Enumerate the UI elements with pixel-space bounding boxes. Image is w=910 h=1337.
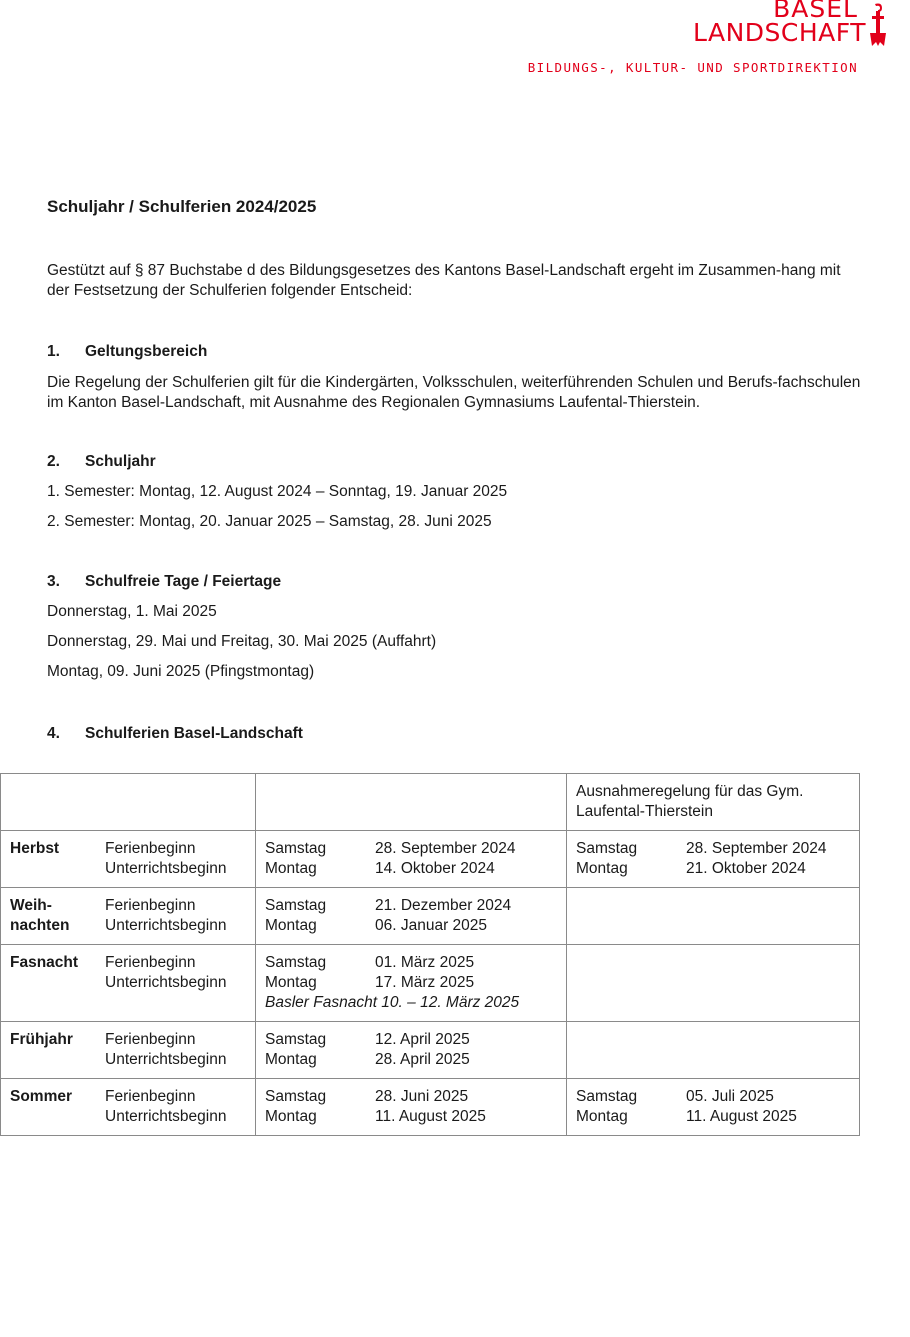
section-title: Schulferien Basel-Landschaft [85, 725, 303, 742]
season-name: Fasnacht [10, 954, 79, 971]
exception-start-date: 28. September 2024 [686, 840, 827, 857]
start-day: Samstag [265, 1031, 327, 1048]
header-cell-empty [256, 774, 567, 831]
holiday-line-1: Donnerstag, 1. Mai 2025 [47, 603, 217, 620]
season-name: Sommer [10, 1088, 73, 1105]
section-number: 4. [47, 725, 60, 742]
start-date: 01. März 2025 [375, 954, 475, 971]
end-date: 28. April 2025 [375, 1051, 470, 1068]
start-day: Samstag [265, 1088, 327, 1105]
start-date: 28. Juni 2025 [375, 1088, 469, 1105]
logo-text-landschaft: LANDSCHAFT [693, 18, 866, 47]
page-title: Schuljahr / Schulferien 2024/2025 [47, 197, 317, 216]
exception-cell [567, 1079, 860, 1136]
holiday-line-2: Donnerstag, 29. Mai und Freitag, 30. Mai 2025 (Auffahrt) [47, 633, 437, 650]
intro-paragraph: Gestützt auf § 87 Buchstabe d des Bildungsgesetzes des Kantons Basel-Landschaft ergeht im Zusammen-hang mit der Festsetzung der Schulferien folgender Entscheid: [47, 262, 841, 299]
dates-cell [256, 945, 567, 1022]
exception-cell [567, 831, 860, 888]
season-name: Frühjahr [10, 1031, 73, 1048]
end-day: Montag [265, 917, 317, 934]
label-ferienbeginn: Ferienbeginn [105, 1031, 196, 1048]
section-heading-schuljahr [47, 453, 156, 471]
dates-cell [256, 888, 567, 945]
exception-cell-empty [567, 1022, 860, 1079]
exception-end-day: Montag [576, 860, 628, 877]
start-date: 12. April 2025 [375, 1031, 470, 1048]
table-row [1, 1022, 860, 1079]
section-title: Geltungsbereich [85, 343, 208, 360]
season-cell [1, 1079, 256, 1136]
section-heading-schulfreie-tage [47, 573, 281, 591]
label-unterrichtsbeginn: Unterrichtsbeginn [105, 974, 227, 991]
table-header-row [1, 774, 860, 831]
label-ferienbeginn: Ferienbeginn [105, 840, 196, 857]
section-text-geltungsbereich: Die Regelung der Schulferien gilt für die Kindergärten, Volksschulen, weiterführenden Schulen und Berufs-fachschulen im Kanton Basel-Landschaft, mit Ausnahme des Regionalen Gymnasiums Laufental-Thierstein. [47, 374, 861, 411]
logo-text-basel: BASEL [773, 0, 858, 23]
section-title: Schuljahr [85, 453, 156, 470]
exception-cell-empty [567, 888, 860, 945]
exception-header: Ausnahmeregelung für das Gym. Laufental-Thierstein [576, 783, 804, 820]
dates-cell [256, 1079, 567, 1136]
label-unterrichtsbeginn: Unterrichtsbeginn [105, 917, 227, 934]
start-day: Samstag [265, 954, 327, 971]
section-number: 3. [47, 573, 60, 590]
section-number: 1. [47, 343, 60, 360]
start-date: 21. Dezember 2024 [375, 897, 512, 914]
section-number: 2. [47, 453, 60, 470]
holiday-line-3: Montag, 09. Juni 2025 (Pfingstmontag) [47, 663, 315, 680]
label-ferienbeginn: Ferienbeginn [105, 897, 196, 914]
label-unterrichtsbeginn: Unterrichtsbeginn [105, 1108, 227, 1125]
canton-logo [688, 0, 888, 48]
department-name: BILDUNGS-, KULTUR- UND SPORTDIREKTION [527, 60, 858, 75]
season-name: Herbst [10, 840, 60, 857]
table-row [1, 1079, 860, 1136]
header-cell-empty [1, 774, 256, 831]
start-day: Samstag [265, 897, 327, 914]
season-cell [1, 945, 256, 1022]
exception-end-day: Montag [576, 1108, 628, 1125]
label-ferienbeginn: Ferienbeginn [105, 1088, 196, 1105]
exception-end-date: 11. August 2025 [686, 1108, 797, 1125]
fasnacht-note: Basler Fasnacht 10. – 12. März 2025 [265, 994, 520, 1011]
end-day: Montag [265, 1051, 317, 1068]
semester-line-1: 1. Semester: Montag, 12. August 2024 – Sonntag, 19. Januar 2025 [47, 483, 508, 500]
start-day: Samstag [265, 840, 327, 857]
season-cell [1, 1022, 256, 1079]
semester-line-2: 2. Semester: Montag, 20. Januar 2025 – Samstag, 28. Juni 2025 [47, 513, 492, 530]
table-row [1, 831, 860, 888]
label-unterrichtsbeginn: Unterrichtsbeginn [105, 860, 227, 877]
season-cell [1, 831, 256, 888]
exception-start-day: Samstag [576, 1088, 638, 1105]
season-name: Weih-nachten [10, 897, 70, 934]
season-cell [1, 888, 256, 945]
table-row [1, 945, 860, 1022]
bishop-staff-crest-icon [868, 2, 888, 46]
section-heading-geltungsbereich [47, 343, 207, 361]
start-date: 28. September 2024 [375, 840, 516, 857]
dates-cell [256, 1022, 567, 1079]
end-date: 17. März 2025 [375, 974, 475, 991]
end-date: 11. August 2025 [375, 1108, 486, 1125]
exception-start-date: 05. Juli 2025 [686, 1088, 774, 1105]
section-heading-schulferien [47, 725, 303, 743]
end-day: Montag [265, 1108, 317, 1125]
end-day: Montag [265, 974, 317, 991]
end-date: 14. Oktober 2024 [375, 860, 495, 877]
end-date: 06. Januar 2025 [375, 917, 488, 934]
end-day: Montag [265, 860, 317, 877]
header-cell-exception [567, 774, 860, 831]
label-ferienbeginn: Ferienbeginn [105, 954, 196, 971]
label-unterrichtsbeginn: Unterrichtsbeginn [105, 1051, 227, 1068]
section-title: Schulfreie Tage / Feiertage [85, 573, 282, 590]
exception-cell-empty [567, 945, 860, 1022]
dates-cell [256, 831, 567, 888]
table-row [1, 888, 860, 945]
holiday-table [0, 773, 860, 1136]
exception-end-date: 21. Oktober 2024 [686, 860, 806, 877]
exception-start-day: Samstag [576, 840, 638, 857]
